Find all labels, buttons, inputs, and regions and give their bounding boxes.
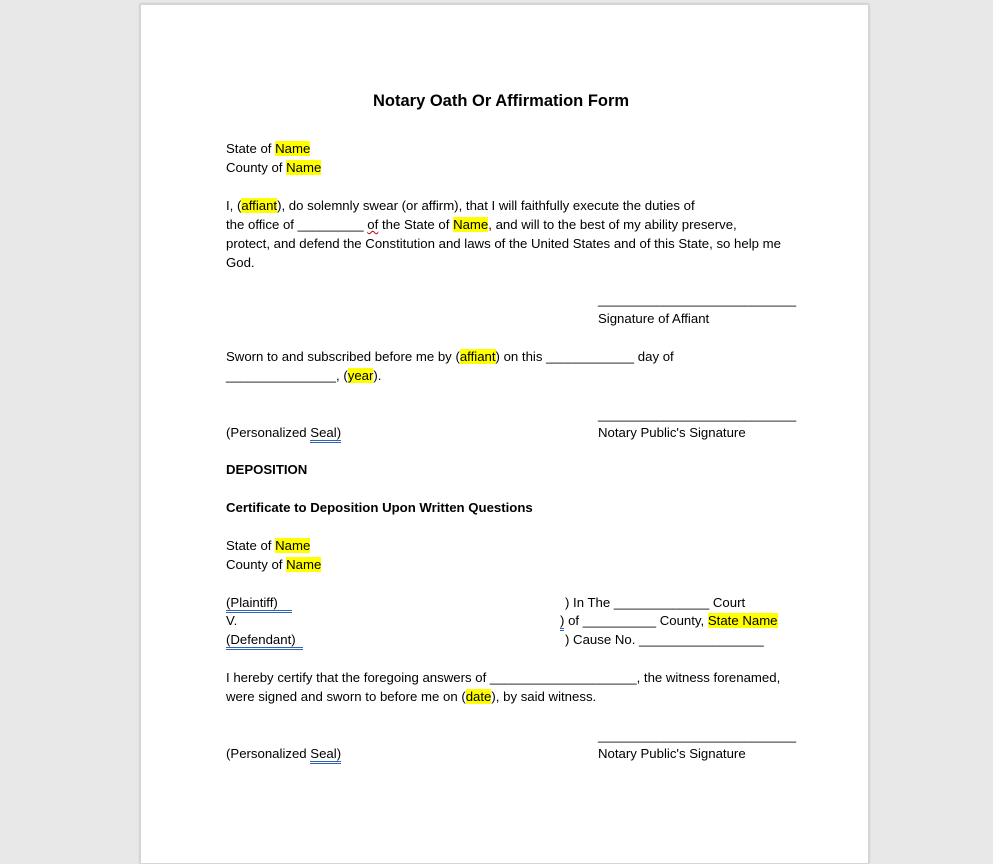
state-name-placeholder: Name — [275, 141, 311, 156]
county-label: County of — [226, 557, 283, 572]
deposition-subheading: Certificate to Deposition Upon Written Questions — [226, 500, 533, 515]
sworn-line-1 — [226, 347, 674, 366]
county-state-line — [560, 611, 778, 630]
personalized-seal — [226, 423, 341, 442]
oath-paragraph-line-1 — [226, 196, 695, 215]
state-name-placeholder: Name — [275, 538, 311, 553]
text-run: _______________, ( — [226, 368, 348, 383]
oath-county-line — [226, 158, 321, 177]
notary-signature-label: Notary Public's Signature — [598, 425, 746, 440]
certify-line-1: I hereby certify that the foregoing answers of ____________________, the witness forenamed, — [226, 670, 781, 685]
text-run: , and will to the best of my ability preserve, — [488, 217, 737, 232]
text-run: the office of _________ — [226, 217, 368, 232]
oath-paragraph-line-3: protect, and defend the Constitution and laws of the United States and of this State, so help me — [226, 236, 781, 251]
state-name-placeholder: Name — [453, 217, 489, 232]
text-run: I, ( — [226, 198, 242, 213]
county-name-placeholder: Name — [286, 160, 322, 175]
spellcheck-word: of — [367, 217, 379, 232]
text-run: ), do solemnly swear (or affirm), that I will faithfully execute the duties of — [277, 198, 695, 213]
county-name-placeholder: Name — [286, 557, 322, 572]
text-run: were signed and sworn to before me on ( — [226, 689, 466, 704]
seal-field: Seal) — [310, 425, 341, 443]
text-run: (Personalized — [226, 425, 311, 440]
affiant-placeholder: affiant — [241, 198, 278, 213]
deposition-county-line — [226, 555, 321, 574]
court-line: ) In The _____________ Court — [565, 595, 746, 610]
oath-state-line — [226, 139, 310, 158]
state-name-placeholder: State Name — [707, 613, 778, 628]
seal-field: Seal) — [310, 746, 341, 764]
text-run: (Personalized — [226, 746, 311, 761]
deposition-state-line — [226, 536, 310, 555]
notary-signature-label: Notary Public's Signature — [598, 746, 746, 761]
underline-pad — [296, 632, 303, 650]
cause-number-line: ) Cause No. _________________ — [565, 632, 764, 647]
paren-mark: ) — [560, 613, 564, 631]
notary-signature-line: ___________________________ — [598, 407, 797, 422]
county-label: County of — [226, 160, 283, 175]
state-label: State of — [226, 141, 272, 156]
underline-pad — [278, 595, 293, 613]
sworn-line-2 — [226, 366, 381, 385]
text-run: Sworn to and subscribed before me by ( — [226, 349, 460, 364]
affiant-signature-label: Signature of Affiant — [598, 311, 710, 326]
oath-paragraph-line-2 — [226, 215, 737, 234]
plaintiff-field — [226, 593, 292, 612]
document-page — [140, 4, 869, 864]
document-title: Notary Oath Or Affirmation Form — [373, 92, 630, 110]
defendant-placeholder: (Defendant) — [226, 632, 296, 650]
text-run: of __________ County, — [564, 613, 708, 628]
oath-paragraph-line-4: God. — [226, 255, 255, 270]
affiant-signature-line: ___________________________ — [598, 292, 797, 307]
defendant-field — [226, 630, 303, 649]
notary-signature-line: ___________________________ — [598, 728, 797, 743]
versus-label: V. — [226, 613, 238, 628]
deposition-heading: DEPOSITION — [226, 462, 308, 477]
personalized-seal — [226, 744, 341, 763]
state-label: State of — [226, 538, 272, 553]
plaintiff-placeholder: (Plaintiff) — [226, 595, 278, 613]
text-run: the State of — [378, 217, 454, 232]
text-run: ). — [373, 368, 382, 383]
year-placeholder: year — [347, 368, 374, 383]
date-placeholder: date — [465, 689, 492, 704]
text-run: ), by said witness. — [491, 689, 597, 704]
text-run: ) on this ____________ day of — [495, 349, 674, 364]
affiant-placeholder: affiant — [459, 349, 496, 364]
certify-line-2 — [226, 687, 596, 706]
